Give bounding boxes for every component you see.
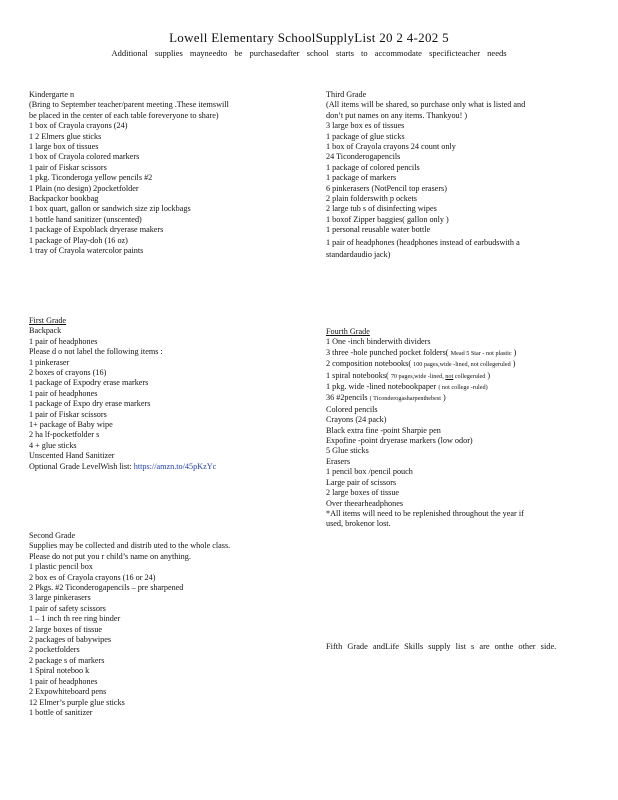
paper-text: 1 pkg. wide -lined notebookpaper (326, 382, 439, 392)
list-item: Expofine -point dryerase markers (low odor) (326, 436, 473, 446)
first-grade-section (29, 316, 299, 472)
fifth-grade-note (326, 642, 586, 652)
list-item: 1 Plain (no design) 2pocketfolder (29, 183, 139, 193)
list-item: 6 pinkerasers (NotPencil top erasers) (326, 183, 447, 193)
list-item: 1 pair of headphones (29, 676, 98, 686)
pencils-text: 36 #2pencils (326, 393, 370, 403)
list-item: 2 Pkgs. #2 Ticonderogapencils – pre sharpened (29, 583, 184, 593)
list-item: 1 pkg. Ticonderoga yellow pencils #2 (29, 173, 153, 183)
list-item: 2 pocketfolders (29, 645, 80, 655)
list-item: 1 pair of headphones (29, 388, 98, 398)
list-item: 1 box of Crayola colored markers (29, 152, 140, 162)
list-item: 2 package s of markers (29, 655, 105, 665)
composition-note: 100 pages,wide -lined, not collegeruled (413, 361, 511, 369)
list-item: 1 pinkeraser (29, 357, 70, 367)
folders-note: Mead 5 Star - not plastic (450, 349, 512, 357)
fifth-grade-text: Fifth Grade andLife Skills supply list s are onthe other side. (326, 642, 557, 651)
wish-list-line (29, 462, 299, 472)
wish-list-link[interactable]: https://amzn.to/45pKzYc (133, 461, 217, 471)
page-title: Lowell Elementary SchoolSupplyList 20 2 4-202 5 (169, 30, 449, 45)
fourth-grade-heading: Fourth Grade (326, 327, 370, 336)
list-item: 1 personal reusable water bottle (326, 225, 431, 235)
kindergarten-note: be placed in the center of each table foreveryone to share) (29, 110, 219, 120)
paper-note: ( not college -ruled) (438, 384, 488, 392)
list-item: 12 Elmer’s purple glue sticks (29, 697, 125, 707)
third-grade-note: (All items will be shared, so purchase only what is listed and (326, 100, 526, 110)
list-item: 3 large pinkerasers (29, 593, 91, 603)
list-item: standardaudio jack) (326, 250, 391, 260)
list-item: 2 large boxes of tissue (29, 624, 103, 634)
list-item: 1 – 1 inch th ree ring binder (29, 614, 121, 624)
list-item: 1 2 Elmers glue sticks (29, 131, 102, 141)
list-item (326, 348, 576, 359)
list-item: 2 packages of babywipes (29, 635, 112, 645)
list-item: 1 box quart, gallon or sandwich size zip lockbags (29, 204, 191, 214)
spiral-close: ) (487, 370, 491, 380)
spiral-note: 70 pages,wide -lined, (390, 372, 446, 380)
list-item: 1 pair of Fiskar scissors (29, 409, 107, 419)
list-item: 1 Spiral noteboo k (29, 666, 90, 676)
list-item: 1 bottle of sanitizer (29, 707, 93, 717)
third-grade-heading: Third Grade (326, 90, 367, 99)
list-item: Please d o not label the following items : (29, 347, 163, 357)
list-item: 1+ package of Baby wipe (29, 420, 113, 430)
list-item: 1 package of colored pencils (326, 162, 420, 172)
list-item: 3 large box es of tissues (326, 121, 405, 131)
folders-text: 3 three -hole punched pocket folders( (326, 347, 449, 357)
list-item: 1 package of Play-doh (16 oz) (29, 235, 128, 245)
second-grade-note: Please do not put you r child’s name on anything. (29, 551, 191, 561)
spiral-text: 1 spiral notebooks( (326, 370, 391, 380)
list-item: Backpackor bookbag (29, 194, 99, 204)
list-item: 1 large box of tissues (29, 142, 99, 152)
list-item: Erasers (326, 456, 351, 466)
replenish-note: *All items will need to be replenished throughout the year if (326, 508, 524, 518)
list-item: 4 + glue sticks (29, 440, 77, 450)
composition-close: ) (512, 359, 516, 369)
list-item: Large pair of scissors (326, 477, 397, 487)
spiral-note-end: collegeruled (453, 372, 486, 380)
wish-list-label: Optional Grade LevelWish list: (29, 461, 134, 471)
first-grade-heading: First Grade (29, 316, 67, 325)
list-item: 1 package of glue sticks (326, 131, 405, 141)
list-item: 1 package of Expo dry erase markers (29, 399, 151, 409)
list-item: 2 Expowhiteboard pens (29, 687, 107, 697)
list-item: Unscented Hand Sanitizer (29, 451, 115, 461)
kindergarten-heading: Kindergarte n (29, 90, 75, 99)
list-item: 1 pair of headphones (headphones instead of earbudswith a (326, 237, 520, 247)
list-item (326, 359, 576, 370)
folders-close: ) (513, 347, 517, 357)
third-grade-note: don’t put names on any items. Thankyou! ) (326, 110, 468, 120)
list-item: 1 pair of safety scissors (29, 603, 106, 613)
list-item: 2 large tub s of disinfecting wipes (326, 204, 437, 214)
list-item: 1 boxof Zipper baggies( gallon only ) (326, 214, 449, 224)
list-item: 1 plastic pencil box (29, 562, 93, 572)
list-item: 2 large boxes of tissue (326, 488, 400, 498)
list-item: 1 package of Expoblack dryerase makers (29, 225, 164, 235)
pencils-close: ) (443, 393, 446, 403)
kindergarten-section (29, 90, 299, 257)
list-item (326, 382, 576, 393)
second-grade-section (29, 531, 299, 718)
list-item: 2 ha lf-pocketfolder s (29, 430, 100, 440)
list-item: 1 pencil box /pencil pouch (326, 467, 413, 477)
list-item: 1 box of Crayola crayons (24) (29, 121, 128, 131)
list-item: 1 tray of Crayola watercolor paints (29, 246, 144, 256)
replenish-note: used, brokenor lost. (326, 519, 391, 529)
composition-text: 2 composition notebooks( (326, 359, 414, 369)
list-item: 1 bottle hand sanitizer (unscented) (29, 214, 142, 224)
list-item: 1 box of Crayola crayons 24 count only (326, 142, 456, 152)
list-item: 1 One -inch binderwith dividers (326, 337, 431, 347)
kindergarten-note: (Bring to September teacher/parent meeting .These itemswill (29, 100, 229, 110)
fourth-grade-section (326, 327, 576, 530)
list-item (326, 371, 576, 382)
list-item: 2 plain folderswith p ockets (326, 194, 417, 204)
second-grade-heading: Second Grade (29, 531, 76, 540)
list-item: 2 box es of Crayola crayons (16 or 24) (29, 572, 156, 582)
second-grade-note: Supplies may be collected and distrib uted to the whole class. (29, 541, 231, 551)
list-item: 5 Glue sticks (326, 446, 369, 456)
list-item: 2 boxes of crayons (16) (29, 368, 107, 378)
pencils-note: ( Ticonderogasharpenthebest (369, 395, 441, 403)
list-item: 1 package of Expodry erase markers (29, 378, 149, 388)
list-item: Crayons (24 pack) (326, 415, 387, 425)
list-item: 1 pair of headphones (29, 336, 98, 346)
list-item: Colored pencils (326, 404, 378, 414)
third-grade-section (326, 90, 576, 261)
list-item: 1 pair of Fiskar scissors (29, 162, 107, 172)
list-item (326, 393, 576, 404)
list-item: 24 Ticonderogapencils (326, 152, 401, 162)
page-subtitle: Additional supplies mayneedto be purchasedafter school starts to accommodate specificteacher needs (111, 48, 507, 58)
list-item: 1 package of markers (326, 173, 397, 183)
list-item: Black extra fine -point Sharpie pen (326, 425, 441, 435)
list-item: Backpack (29, 326, 62, 336)
list-item: Over theearheadphones (326, 498, 404, 508)
spiral-not: not (445, 372, 454, 380)
